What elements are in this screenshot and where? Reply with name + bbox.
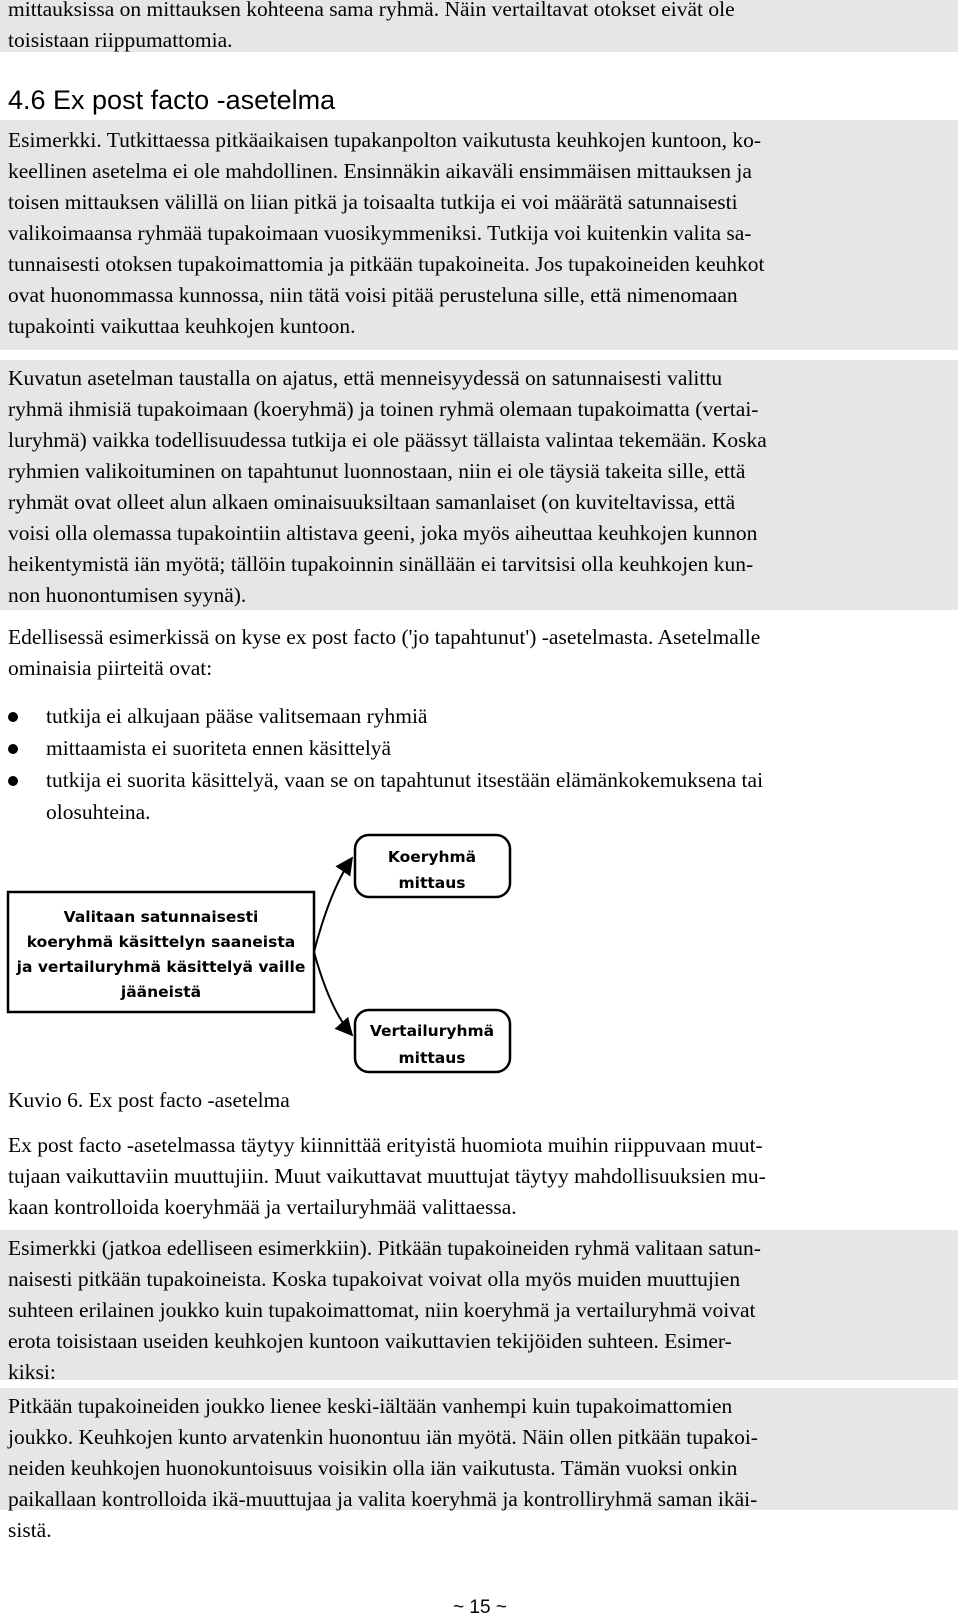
ex-post-facto-diagram [0, 830, 960, 1075]
text-line: keellinen asetelma ei ole mahdollinen. Ensinnäkin aikaväli ensimmäisen mittauksen ja [8, 159, 752, 183]
comparison-group-box [355, 1010, 510, 1072]
list-item [0, 732, 960, 764]
text-line: Pitkään tupakoineiden joukko lienee keski-iältään vanhempi kuin tupakoimattomien [8, 1394, 733, 1418]
text-line: joukko. Keuhkojen kunto arvatenkin huonontuu iän myötä. Näin ollen pitkään tupakoi- [8, 1425, 758, 1449]
comparison-box-line: Vertailuryhmä [369, 1022, 495, 1040]
text-line: neiden keuhkojen huonokuntoisuus voisikin olla iän vaikutusta. Tämän vuoksi onkin [8, 1456, 738, 1480]
text-line: ominaisia piirteitä ovat: [8, 656, 213, 680]
text-line: paikallaan kontrolloida ikä-muuttujaa ja valita koeryhmä ja kontrolliryhmä saman ikäi- [8, 1487, 758, 1511]
text-line: tunnaisesti otoksen tupakoimattomia ja pitkään tupakoineita. Jos tupakoineiden keuhkot [8, 252, 765, 276]
text-line: ryhmien valikoituminen on tapahtunut luonnostaan, niin ei ole täysiä takeita sille, että [8, 459, 746, 483]
paragraph-age-example [8, 1391, 954, 1546]
bullet-icon [8, 744, 18, 754]
source-box-line: jääneistä [120, 983, 202, 1001]
text-line: toisistaan riippumattomia. [8, 28, 233, 52]
text-line: suhteen erilainen joukko kuin tupakoimattomat, niin koeryhmä ja vertailuryhmä voivat [8, 1298, 756, 1322]
section-heading: 4.6 Ex post facto -asetelma [8, 85, 336, 115]
text-line: sistä. [8, 1518, 52, 1542]
text-line: kaan kontrolloida koeryhmää ja vertailuryhmää valittaessa. [8, 1195, 517, 1219]
experimental-box-line: mittaus [398, 874, 466, 892]
bullet-icon [8, 776, 18, 786]
experimental-box-line: Koeryhmä [387, 848, 477, 866]
page-number: ~ 15 ~ [453, 1597, 507, 1618]
text-line: Ex post facto -asetelmassa täytyy kiinnittää erityistä huomiota muihin riippuvaan muut- [8, 1133, 763, 1157]
experimental-group-box [355, 835, 510, 897]
text-line: erota toisistaan useiden keuhkojen kuntoon vaikuttavien tekijöiden suhteen. Esimer- [8, 1329, 732, 1353]
list-item [0, 764, 960, 828]
source-box [8, 892, 314, 1012]
figure-caption: Kuvio 6. Ex post facto -asetelma [8, 1088, 290, 1112]
source-box-line: Valitaan satunnaisesti [63, 908, 259, 926]
text-line: valikoimaansa ryhmää tupakoimaan vuosikymmeniksi. Tutkija voi kuitenkin valita sa- [8, 221, 752, 245]
paragraph-features-intro [8, 622, 954, 684]
paragraph-example [8, 125, 954, 342]
text-line: mittauksissa on mittauksen kohteena sama ryhmä. Näin vertailtavat otokset eivät ole [8, 0, 735, 21]
paragraph-confounders [8, 1130, 954, 1223]
text-line: heikentymistä iän myötä; tällöin tupakoinnin sinällään ei tarvitsisi olla keuhkojen kun- [8, 552, 754, 576]
text-line: toisen mittauksen välillä on liian pitkä ja toisaalta tutkija ei voi määrätä satunnaisesti [8, 190, 738, 214]
text-line: ryhmä ihmisiä tupakoimaan (koeryhmä) ja toinen ryhmä olemaan tupakoimatta (vertai- [8, 397, 759, 421]
text-line: tupakointi vaikuttaa keuhkojen kuntoon. [8, 314, 356, 338]
paragraph-example-continued [8, 1233, 954, 1388]
text-line: voisi olla olemassa tupakointiin altistava geeni, joka myös aiheuttaa keuhkojen kunnon [8, 521, 758, 545]
bullet-icon [8, 712, 18, 722]
arrow-to-comparison [314, 952, 352, 1035]
text-line: naisesti pitkään tupakoineista. Koska tupakoivat voivat olla myös muiden muuttujien [8, 1267, 741, 1291]
source-box-line: ja vertailuryhmä käsittelyä vaille [16, 958, 306, 976]
list-item [0, 700, 960, 732]
paragraph-intro [8, 0, 954, 56]
text-line: kiksi: [8, 1360, 56, 1384]
list-item-text: mittaamista ei suoriteta ennen käsittelyä [46, 736, 392, 760]
list-item-text: tutkija ei suorita käsittelyä, vaan se on tapahtunut itsestään elämänkokemuksena tai [46, 768, 764, 792]
feature-list [0, 700, 960, 828]
text-line: tujaan vaikuttaviin muuttujiin. Muut vaikuttavat muuttujat täytyy mahdollisuuksien mu- [8, 1164, 766, 1188]
source-box-line: koeryhmä käsittelyn saaneista [26, 933, 296, 951]
paragraph-background [8, 363, 954, 611]
text-line: ovat huonommassa kunnossa, niin tätä voisi pitää perusteluna sille, että nimenomaan [8, 283, 738, 307]
text-line: ryhmät ovat olleet alun alkaen ominaisuuksiltaan samanlaiset (on kuviteltavissa, että [8, 490, 736, 514]
list-item-text: olosuhteina. [46, 800, 151, 824]
text-line: Esimerkki (jatkoa edelliseen esimerkkiin). Pitkään tupakoineiden ryhmä valitaan satun- [8, 1236, 761, 1260]
arrow-to-experimental [314, 858, 352, 952]
text-line: Kuvatun asetelman taustalla on ajatus, että menneisyydessä on satunnaisesti valittu [8, 366, 723, 390]
list-item-text: tutkija ei alkujaan pääse valitsemaan ryhmiä [46, 704, 428, 728]
comparison-box-line: mittaus [398, 1049, 466, 1067]
text-line: luryhmä) vaikka todellisuudessa tutkija ei ole päässyt tällaista valintaa tekemään. Koska [8, 428, 767, 452]
text-line: Esimerkki. Tutkittaessa pitkäaikaisen tupakanpolton vaikutusta keuhkojen kuntoon, ko- [8, 128, 761, 152]
text-line: Edellisessä esimerkissä on kyse ex post facto ('jo tapahtunut') -asetelmasta. Asetelmalle [8, 625, 761, 649]
text-line: non huonontumisen syynä). [8, 583, 247, 607]
